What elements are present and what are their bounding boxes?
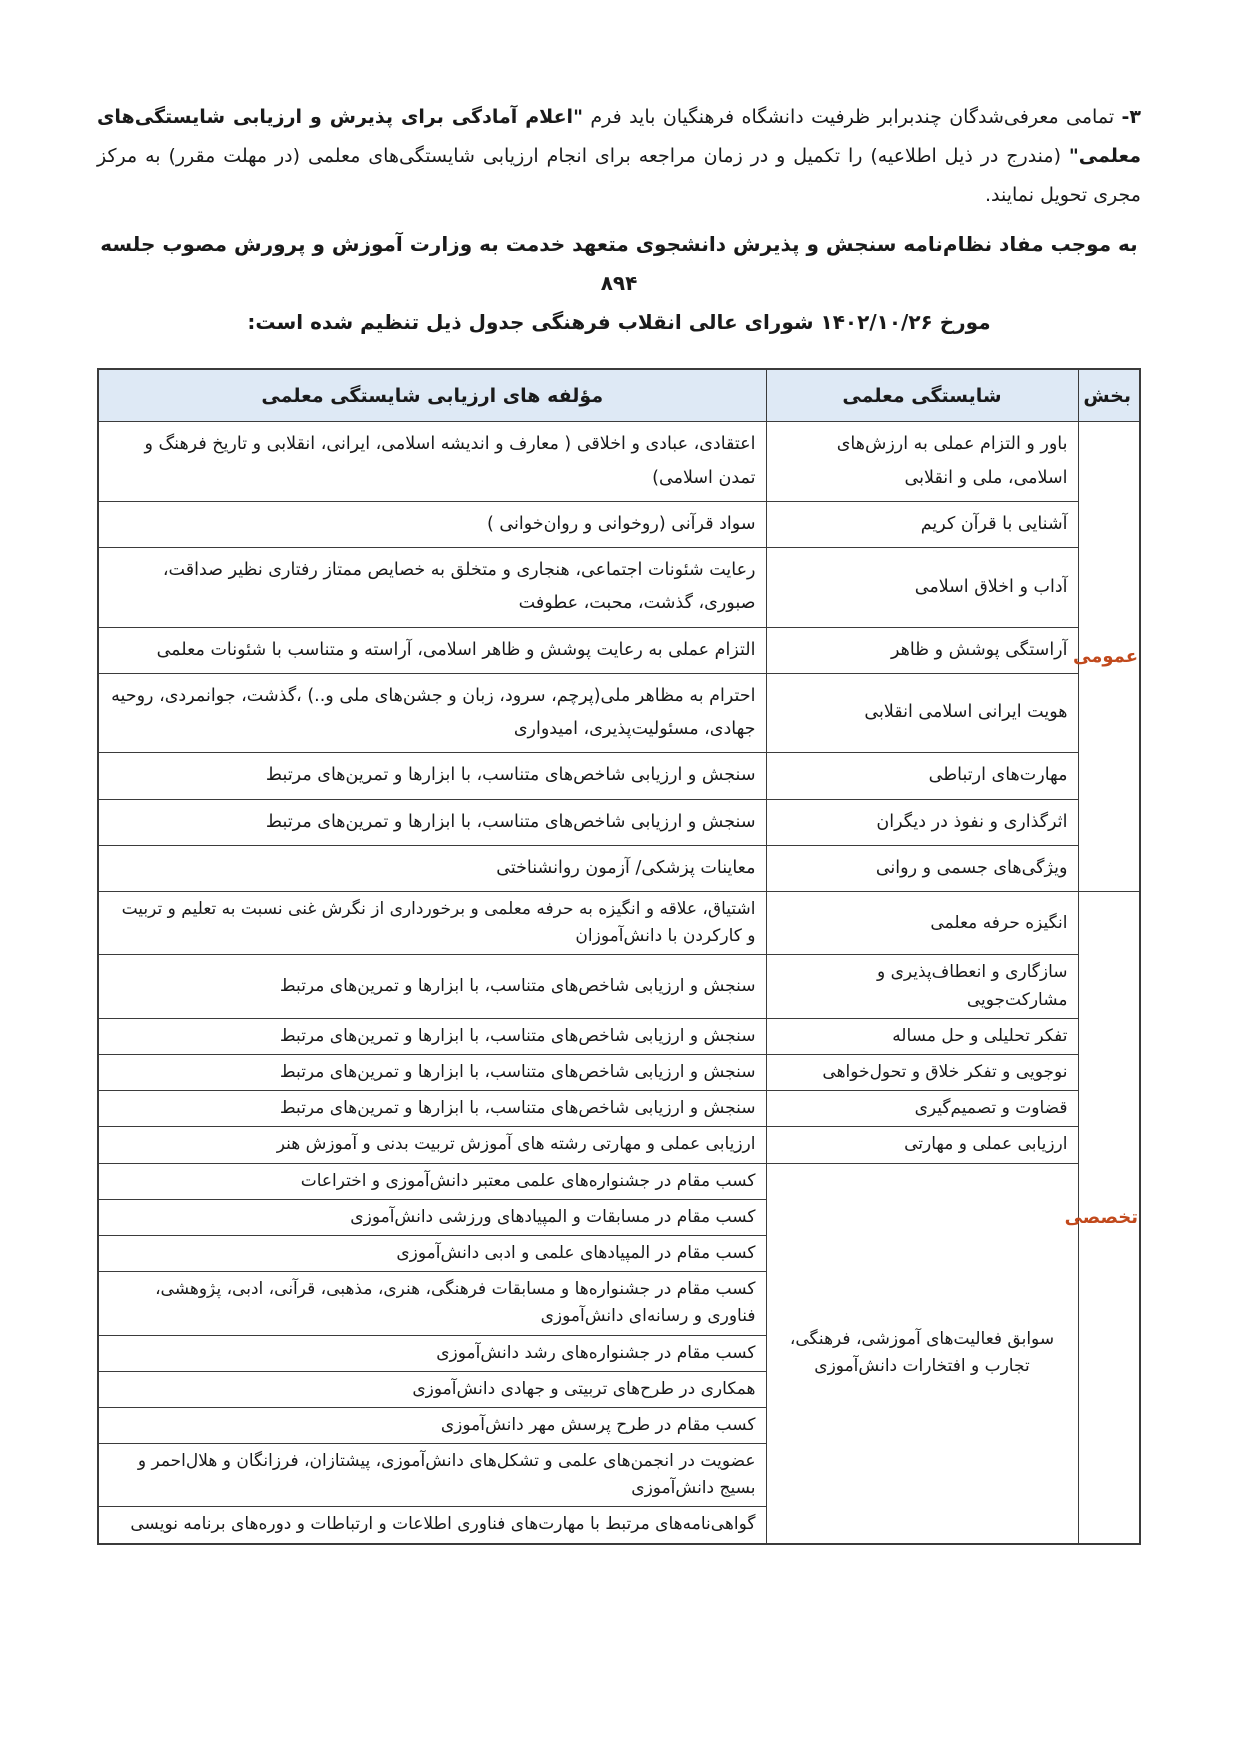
competency-cell: سازگاری و انعطاف‌پذیری و مشارکت‌جویی — [766, 955, 1078, 1018]
competency-cell: نوجویی و تفکر خلاق و تحول‌خواهی — [766, 1055, 1078, 1091]
component-cell: سنجش و ارزیابی شاخص‌های متناسب، با ابزارها و تمرین‌های مرتبط — [98, 1055, 766, 1091]
competency-cell: باور و التزام عملی به ارزش‌های اسلامی، ملی و انقلابی — [766, 422, 1078, 502]
table-row — [98, 955, 1140, 1018]
table-row — [98, 845, 1140, 891]
component-cell: کسب مقام در جشنواره‌های علمی معتبر دانش‌آموزی و اختراعات — [98, 1163, 766, 1199]
competency-table-body — [98, 422, 1140, 1544]
regulation-paragraph — [97, 225, 1141, 342]
component-cell: سواد قرآنی (روخوانی و روان‌خوانی ) — [98, 501, 766, 547]
table-row — [98, 799, 1140, 845]
component-cell: رعایت شئونات اجتماعی، هنجاری و متخلق به خصایص ممتاز رفتاری نظیر صداقت، صبوری، گذشت، محبت، عطوفت — [98, 548, 766, 628]
component-cell: سنجش و ارزیابی شاخص‌های متناسب، با ابزارها و تمرین‌های مرتبط — [98, 753, 766, 799]
table-row — [98, 1055, 1140, 1091]
component-cell: سنجش و ارزیابی شاخص‌های متناسب، با ابزارها و تمرین‌های مرتبط — [98, 1018, 766, 1054]
competency-cell: ویژگی‌های جسمی و روانی — [766, 845, 1078, 891]
table-row — [98, 753, 1140, 799]
component-cell: کسب مقام در طرح پرسش مهر دانش‌آموزی — [98, 1407, 766, 1443]
intro-paragraph — [97, 98, 1141, 215]
col-header-components: مؤلفه های ارزیابی شایستگی معلمی — [98, 369, 766, 422]
table-row — [98, 892, 1140, 955]
component-cell: ارزیابی عملی و مهارتی رشته های آموزش تربیت بدنی و آموزش هنر — [98, 1127, 766, 1163]
intro-text-before: تمامی معرفی‌شدگان چندبرابر ظرفیت دانشگاه فرهنگیان باید فرم — [582, 106, 1122, 128]
col-header-section: بخش — [1078, 369, 1140, 422]
component-cell: سنجش و ارزیابی شاخص‌های متناسب، با ابزارها و تمرین‌های مرتبط — [98, 799, 766, 845]
component-cell: گواهی‌نامه‌های مرتبط با مهارت‌های فناوری اطلاعات و ارتباطات و دوره‌های برنامه نویسی — [98, 1507, 766, 1544]
competency-cell: سوابق فعالیت‌های آموزشی، فرهنگی، تجارب و افتخارات دانش‌آموزی — [766, 1163, 1078, 1544]
competency-cell: ارزیابی عملی و مهارتی — [766, 1127, 1078, 1163]
competency-cell: اثرگذاری و نفوذ در دیگران — [766, 799, 1078, 845]
component-cell: کسب مقام در جشنواره‌های رشد دانش‌آموزی — [98, 1335, 766, 1371]
table-header-row — [98, 369, 1140, 422]
table-row — [98, 422, 1140, 502]
component-cell: التزام عملی به رعایت پوشش و ظاهر اسلامی، آراسته و متناسب با شئونات معلمی — [98, 627, 766, 673]
table-row — [98, 673, 1140, 753]
component-cell: عضویت در انجمن‌های علمی و تشکل‌های دانش‌آموزی، پیشتازان، فرزانگان و هلال‌احمر و بسیج دانش‌آموزی — [98, 1444, 766, 1507]
table-row — [98, 501, 1140, 547]
component-cell: سنجش و ارزیابی شاخص‌های متناسب، با ابزارها و تمرین‌های مرتبط — [98, 955, 766, 1018]
table-row — [98, 1127, 1140, 1163]
table-row — [98, 1018, 1140, 1054]
table-row — [98, 1091, 1140, 1127]
component-cell: معاینات پزشکی/ آزمون روانشناختی — [98, 845, 766, 891]
competency-cell: آشنایی با قرآن کریم — [766, 501, 1078, 547]
component-cell: کسب مقام در مسابقات و المپیادهای ورزشی دانش‌آموزی — [98, 1199, 766, 1235]
table-row — [98, 548, 1140, 628]
competency-cell: مهارت‌های ارتباطی — [766, 753, 1078, 799]
competency-cell: قضاوت و تصمیم‌گیری — [766, 1091, 1078, 1127]
component-cell: کسب مقام در جشنواره‌ها و مسابقات فرهنگی، هنری، مذهبی، قرآنی، ادبی، پژوهشی، فناوری و رسانه‌ای دانش‌آموزی — [98, 1272, 766, 1335]
component-cell: اعتقادی، عبادی و اخلاقی ( معارف و اندیشه اسلامی، ایرانی، انقلابی و تاریخ فرهنگ و تمدن اسلامی) — [98, 422, 766, 502]
table-header — [98, 369, 1140, 422]
component-cell: سنجش و ارزیابی شاخص‌های متناسب، با ابزارها و تمرین‌های مرتبط — [98, 1091, 766, 1127]
competency-cell: انگیزه حرفه معلمی — [766, 892, 1078, 955]
section-cell: تخصصی — [1078, 892, 1140, 1544]
competency-cell: آداب و اخلاق اسلامی — [766, 548, 1078, 628]
intro-item-number: ۳- — [1121, 106, 1141, 128]
col-header-competency: شایستگی معلمی — [766, 369, 1078, 422]
competency-cell: هویت ایرانی اسلامی انقلابی — [766, 673, 1078, 753]
competency-cell: آراستگی پوشش و ظاهر — [766, 627, 1078, 673]
table-row — [98, 1163, 1140, 1199]
competency-cell: تفکر تحلیلی و حل مساله — [766, 1018, 1078, 1054]
component-cell: همکاری در طرح‌های تربیتی و جهادی دانش‌آموزی — [98, 1371, 766, 1407]
competency-table — [97, 368, 1141, 1545]
table-row — [98, 627, 1140, 673]
component-cell: احترام به مظاهر ملی(پرچم، سرود، زبان و جشن‌های ملی و..) ،گذشت، جوانمردی، روحیه جهادی، مسئولیت‌پذیری، امیدواری — [98, 673, 766, 753]
regulation-line-2: مورخ ۱۴۰۲/۱۰/۲۶ شورای عالی انقلاب فرهنگی جدول ذیل تنظیم شده است: — [247, 309, 991, 334]
section-cell: عمومی — [1078, 422, 1140, 892]
intro-form-name: "اعلام آمادگی برای پذیرش و ارزیابی شایستگی‌های معلمی" — [97, 106, 1141, 167]
component-cell: کسب مقام در المپیادهای علمی و ادبی دانش‌آموزی — [98, 1235, 766, 1271]
component-cell: اشتیاق، علاقه و انگیزه به حرفه معلمی و برخورداری از نگرش غنی نسبت به تعلیم و تربیت و کارکردن با دانش‌آموزان — [98, 892, 766, 955]
regulation-line-1: به موجب مفاد نظام‌نامه سنجش و پذیرش دانشجوی متعهد خدمت به وزارت آموزش و پرورش مصوب جلسه ۸۹۴ — [100, 231, 1138, 295]
intro-text-after: (مندرج در ذیل اطلاعیه) را تکمیل و در زمان مراجعه برای انجام ارزیابی شایستگی‌های معلمی (در مهلت مقرر) به مرکز مجری تحویل نمایند. — [97, 144, 1141, 206]
